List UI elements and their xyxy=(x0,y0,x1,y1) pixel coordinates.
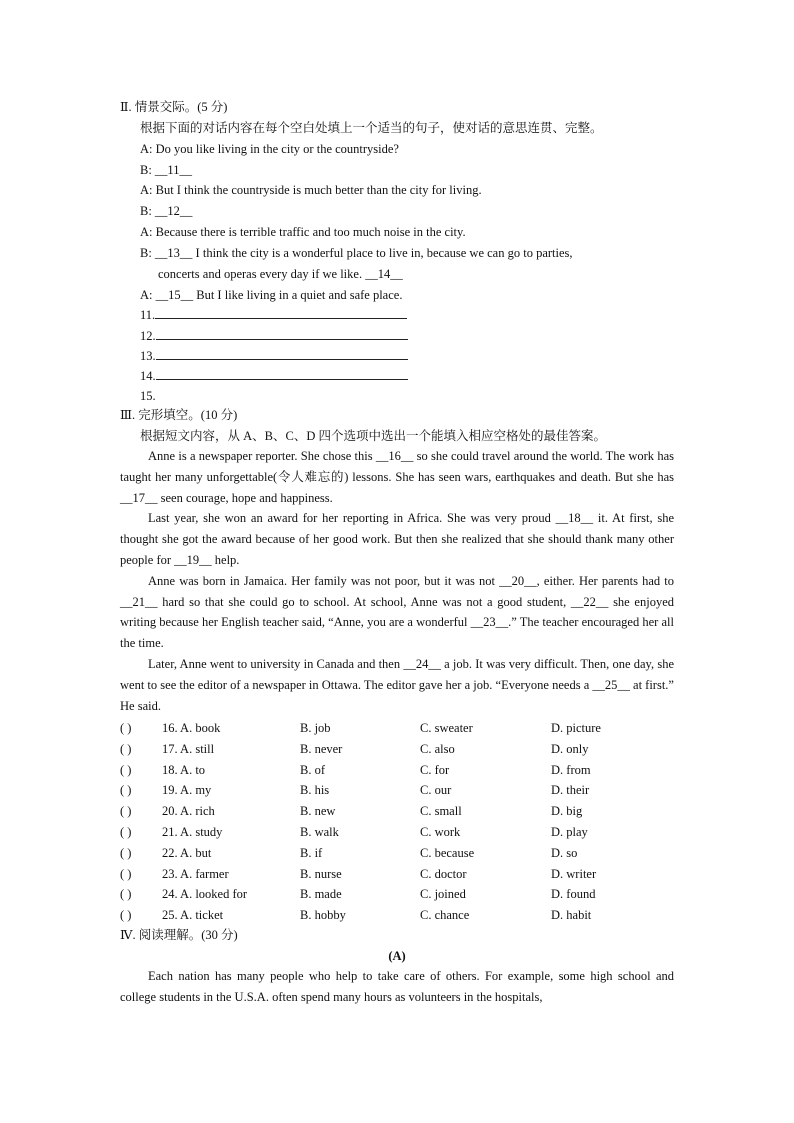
option-d: D. found xyxy=(551,887,596,902)
answer-number: 13. xyxy=(140,349,156,363)
cloze-paragraph: Anne is a newspaper reporter. She chose this __16__ so she could travel around the world. The work has taught her many unforgettable(令人难忘的) lessons. She has seen wars, earthquakes and death. But she has __17__ seen courage, hope and happiness. xyxy=(120,449,674,505)
option-d: D. big xyxy=(551,804,583,819)
dialogue-line: B: __11__ xyxy=(140,163,192,177)
option-row xyxy=(120,845,680,861)
option-a: 18. A. to xyxy=(162,762,206,777)
answer-bracket[interactable]: ( ) xyxy=(120,825,132,839)
cloze-passage xyxy=(120,446,674,716)
answer-line-12[interactable] xyxy=(140,328,408,344)
answer-blank[interactable] xyxy=(155,307,407,319)
option-c: C. chance xyxy=(420,908,470,923)
option-b: B. nurse xyxy=(300,866,342,881)
option-d: D. so xyxy=(551,845,578,860)
answer-number: 12. xyxy=(140,329,156,343)
option-b: B. if xyxy=(300,845,323,860)
answer-bracket[interactable]: ( ) xyxy=(120,866,132,881)
cloze-paragraph: Last year, she won an award for her reporting in Africa. She was very proud __18__ it. At first, she thought she got the award because of her good work. But then she realized that she should thank many other people for __19__ help. xyxy=(120,511,674,567)
option-row xyxy=(120,907,680,923)
option-a: 21. A. study xyxy=(162,825,223,839)
section-2-heading: Ⅱ. 情景交际。(5 分) xyxy=(120,100,228,114)
option-a: 17. A. still xyxy=(162,741,215,756)
answer-line-13[interactable] xyxy=(140,348,408,364)
option-c: C. our xyxy=(420,783,452,798)
answer-number: 15. xyxy=(140,389,156,403)
option-b: B. his xyxy=(300,783,330,798)
option-b: B. never xyxy=(300,741,343,756)
dialogue-line: A: But I think the countryside is much better than the city for living. xyxy=(140,183,482,197)
option-row xyxy=(120,782,680,798)
answer-line-11[interactable] xyxy=(140,307,407,323)
option-d: D. their xyxy=(551,783,590,798)
option-row xyxy=(120,824,680,840)
section-3-instruction: 根据短文内容，从 A、B、C、D 四个选项中选出一个能填入相应空格处的最佳答案。 xyxy=(140,429,606,443)
answer-bracket[interactable]: ( ) xyxy=(120,845,132,860)
option-row xyxy=(120,803,680,819)
dialogue-line: concerts and operas every day if we like. __14__ xyxy=(158,267,403,281)
option-d: D. habit xyxy=(551,908,592,923)
answer-number: 11. xyxy=(140,308,156,322)
answer-blank[interactable] xyxy=(156,368,408,380)
cloze-paragraph: Later, Anne went to university in Canada and then __24__ a job. It was very difficult. Then, one day, she went to see the editor of a newspaper in Ottawa. The editor gave her a job. “Everyone needs a __25__ at first.” He said. xyxy=(120,656,674,713)
option-d: D. only xyxy=(551,741,589,756)
option-d: D. picture xyxy=(551,721,601,735)
answer-blank[interactable] xyxy=(156,348,408,360)
option-row xyxy=(120,886,680,902)
option-row xyxy=(120,762,680,778)
dialogue-line: B: __13__ I think the city is a wonderful place to live in, because we can go to parties, xyxy=(140,246,573,260)
answer-bracket[interactable]: ( ) xyxy=(120,741,132,756)
option-row xyxy=(120,720,680,736)
option-c: C. work xyxy=(420,825,461,839)
option-a: 23. A. farmer xyxy=(162,866,229,881)
option-a: 25. A. ticket xyxy=(162,908,224,923)
option-row xyxy=(120,866,680,882)
option-b: B. job xyxy=(300,721,331,735)
reading-paragraph: Each nation has many people who help to take care of others. For example, some high school and college students in the U.S.A. often spend many hours as volunteers in the hospitals, xyxy=(120,969,674,1004)
option-a: 19. A. my xyxy=(162,783,212,798)
option-c: C. doctor xyxy=(420,866,467,881)
option-b: B. walk xyxy=(300,825,339,839)
dialogue-line: A: Because there is terrible traffic and too much noise in the city. xyxy=(140,225,466,239)
option-d: D. from xyxy=(551,762,591,777)
section-2-instruction: 根据下面的对话内容在每个空白处填上一个适当的句子，使对话的意思连贯、完整。 xyxy=(140,121,603,135)
option-c: C. because xyxy=(420,845,475,860)
answer-bracket[interactable]: ( ) xyxy=(120,783,132,798)
reading-passage xyxy=(120,966,674,1008)
option-a: 22. A. but xyxy=(162,845,212,860)
answer-line-15[interactable] xyxy=(140,388,156,404)
option-b: B. made xyxy=(300,887,342,902)
option-b: B. of xyxy=(300,762,325,777)
answer-bracket[interactable]: ( ) xyxy=(120,721,132,735)
option-row xyxy=(120,741,680,757)
answer-line-14[interactable] xyxy=(140,368,408,384)
passage-label: (A) xyxy=(388,949,406,963)
option-c: C. sweater xyxy=(420,721,473,735)
answer-bracket[interactable]: ( ) xyxy=(120,804,132,819)
option-b: B. new xyxy=(300,804,336,819)
option-c: C. also xyxy=(420,741,455,756)
dialogue-line: A: Do you like living in the city or the countryside? xyxy=(140,142,399,156)
option-c: C. small xyxy=(420,804,462,819)
answer-bracket[interactable]: ( ) xyxy=(120,762,132,777)
section-4-heading: Ⅳ. 阅读理解。(30 分) xyxy=(120,928,238,942)
cloze-paragraph: Anne was born in Jamaica. Her family was not poor, but it was not __20__, either. Her parents had to __21__ hard so that she could go to school. At school, Anne was not a good student, __22__ she enjoyed writing because her English teacher said, “Anne, you are a wonderful __23__.” The teacher encouraged her all the time. xyxy=(120,573,674,651)
option-a: 24. A. looked for xyxy=(162,887,248,902)
option-d: D. play xyxy=(551,825,588,839)
answer-bracket[interactable]: ( ) xyxy=(120,887,132,902)
dialogue-line: B: __12__ xyxy=(140,204,193,218)
answer-number: 14. xyxy=(140,369,156,383)
dialogue-line: A: __15__ But I like living in a quiet and safe place. xyxy=(140,288,403,302)
option-a: 16. A. book xyxy=(162,721,221,735)
option-a: 20. A. rich xyxy=(162,804,215,819)
section-3-heading: Ⅲ. 完形填空。(10 分) xyxy=(120,408,238,422)
answer-bracket[interactable]: ( ) xyxy=(120,908,132,923)
option-d: D. writer xyxy=(551,866,597,881)
answer-blank[interactable] xyxy=(156,328,408,340)
option-c: C. joined xyxy=(420,887,466,902)
option-b: B. hobby xyxy=(300,908,346,923)
option-c: C. for xyxy=(420,762,450,777)
